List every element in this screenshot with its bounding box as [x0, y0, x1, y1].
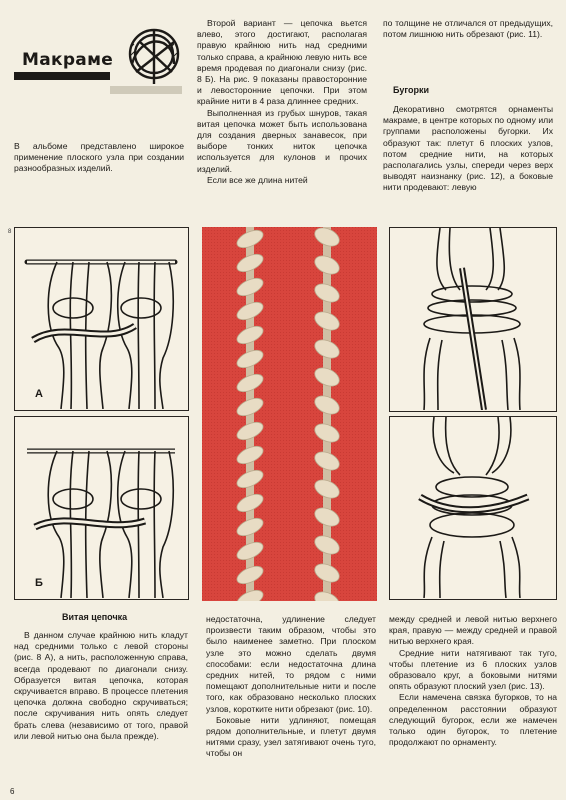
paragraph: между средней и левой нитью верхнего края, правую — между средней и правой нитью верхнего края. [389, 614, 557, 647]
text-column-top-right-2 [383, 104, 553, 194]
paragraph: недостаточна, удлинение следует произвести таким образом, чтобы это было наименее заметно. При плоском узле это можно сделать двумя способами: если недостаточна длина средних нитей, то рядом с ними помещают дополнительные нити и после того, как образовано несколько плоских узлов, коротките нити обрезают (рис. 10). [206, 614, 376, 714]
title-banner [14, 46, 182, 80]
text-column-bottom-mid [206, 614, 376, 760]
figure-8b [14, 416, 189, 600]
macrame-photo [202, 227, 377, 601]
knot-diagram-icon [15, 417, 187, 598]
text-column-top-mid [197, 18, 367, 186]
text-column-bottom-right [389, 614, 557, 748]
paragraph: Если все же длина нитей [207, 174, 308, 185]
figure-13 [389, 416, 557, 600]
section-heading-bugorki: Бугорки [393, 85, 430, 95]
intro-text: В альбоме представлено широкое применение плоского узла при создании разнообразных изделий. [14, 141, 184, 174]
page-number: 6 [10, 787, 15, 796]
text-column-bottom-left [14, 630, 188, 742]
section-heading-vitaya-cepochka: Витая цепочка [62, 612, 128, 622]
paragraph: В данном случае крайнюю нить кладут над средними только с левой стороны (рис. 8 А), а нить, расположенную справа, всегда продевают по диагонали снизу. Образуется витая цепочка, которая скручивается вправо. В процессе плетения цепочка должна свободно скручиваться; после скручивания нить опять следует брать слева (независимо от того, правой или левой нитью она была прежде). [14, 630, 188, 741]
figure-number: 8 [8, 229, 12, 235]
knot-diagram-icon [390, 228, 555, 410]
figure-label-a: А [35, 388, 43, 400]
knot-diagram-icon [15, 228, 187, 409]
paragraph: по толщине не отличался от предыдущих, потом лишнюю нить обрезают (рис. 11). [383, 18, 553, 40]
paragraph: Боковые нити удлиняют, помещая рядом дополнительные, и плетут двумя нитями сразу, узел затягивают очень туго, чтобы он [206, 714, 376, 759]
paragraph: Выполненная из грубых шнуров, такая витая цепочка может быть использована для создания дверных занавесок, при выборе тонких ниток цепочка используется для кулонов и прочих изделий. [197, 107, 367, 174]
figure-8a [14, 227, 189, 411]
paragraph: Второй вариант — цепочка вьется влево, этого достигают, располагая правую крайнюю нить над средними только справа, а крайнюю левую нить все время продевая по диагонали снизу (рис. 8 Б). На рис. 9 показаны правосторонние и левосторонние цепочки. При этом крайние нити в 4 раза длиннее средних. [197, 18, 367, 107]
knot-diagram-icon [390, 417, 555, 598]
page-title: Макраме [22, 50, 114, 70]
text-column-top-right [383, 18, 553, 40]
figure-label-b: Б [35, 577, 43, 589]
twisted-cord-photo-icon [202, 227, 377, 601]
figure-12 [389, 227, 557, 412]
paragraph: Декоративно смотрятся орнаменты макраме, в центре которых по одному или группами расположены бугорки. Их образуют так: плетут 6 плоских узлов, потом средние нити, на которых располагались узлы, спереди через верх выводят наизнанку (рис. 12), а боковые нити продевают: левую [383, 104, 553, 193]
paragraph: Средние нити натягивают так туго, чтобы плетение из 6 плоских узлов образовало круг, а боковыми нитями опять образуют плоский узел (рис. 13). [389, 647, 557, 692]
paragraph: Если намечена связка бугорков, то на определенном расстоянии образуют следующий бугорок, если же намечен только один бугорок, то плетение продолжают по орнаменту. [389, 692, 557, 748]
